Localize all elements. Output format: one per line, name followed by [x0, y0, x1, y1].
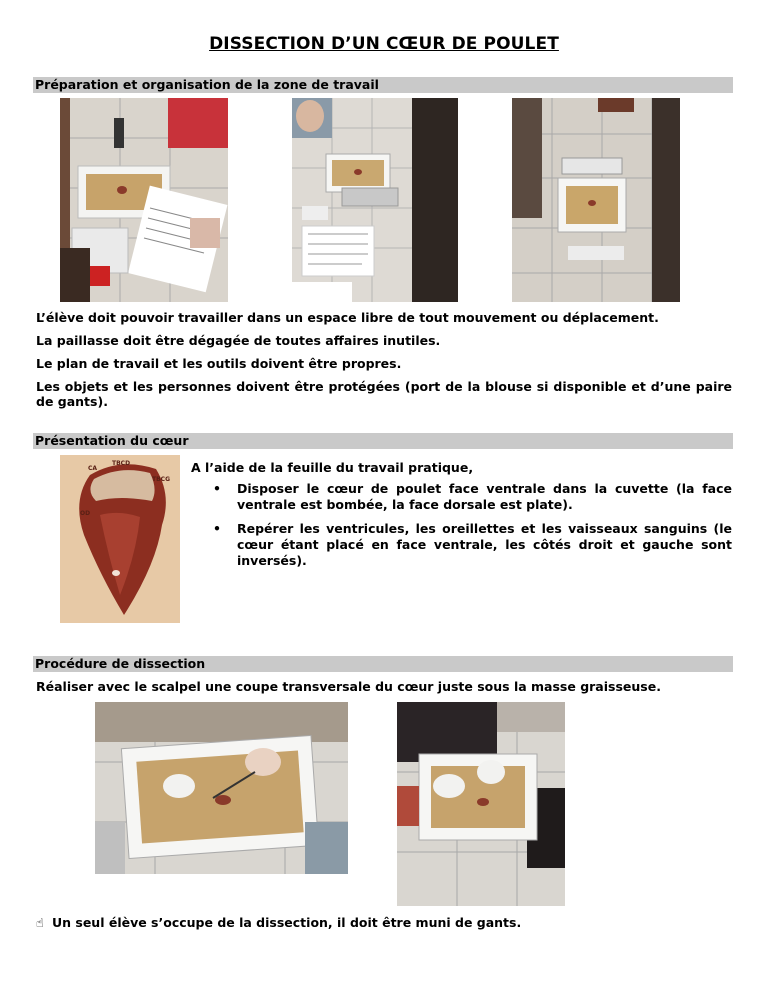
photo-chicken-heart	[60, 455, 180, 623]
heart-label-ca: CA	[88, 465, 98, 472]
hand-pointer-icon: ☝	[36, 915, 44, 930]
presentation-intro: A l’aide de la feuille du travail pratique,	[191, 460, 474, 475]
photo-dissection-2	[397, 702, 565, 906]
section-heading-procedure: Procédure de dissection	[33, 656, 733, 672]
section-heading-preparation: Préparation et organisation de la zone de travail	[33, 77, 733, 93]
document-title: DISSECTION D’UN CŒUR DE POULET	[209, 34, 559, 54]
photo-workspace-1	[60, 98, 228, 302]
preparation-paragraph-1: L’élève doit pouvoir travailler dans un espace libre de tout mouvement ou déplacement.	[36, 310, 659, 325]
preparation-paragraph-4: Les objets et les personnes doivent être protégées (port de la blouse si disponible et d’une paire de gants).	[36, 379, 732, 409]
preparation-paragraph-2: La paillasse doit être dégagée de toutes affaires inutiles.	[36, 333, 441, 348]
warning-text: Un seul élève s’occupe de la dissection, il doit être muni de gants.	[51, 915, 522, 930]
heart-label-tbcd: TBCD	[112, 460, 131, 467]
photo-workspace-2	[292, 98, 458, 302]
photo-dissection-1	[95, 702, 348, 874]
preparation-paragraph-3: Le plan de travail et les outils doivent être propres.	[36, 356, 402, 371]
bullet-icon: •	[213, 521, 221, 536]
bullet-icon: •	[213, 481, 221, 496]
list-item	[213, 481, 732, 513]
warning-note	[36, 915, 521, 930]
list-item	[213, 521, 732, 569]
presentation-bullet-list	[213, 481, 732, 577]
heart-label-tbcg: TBCG	[152, 476, 170, 483]
procedure-instruction: Réaliser avec le scalpel une coupe transversale du cœur juste sous la masse graisseuse.	[36, 679, 661, 694]
list-item-text: Disposer le cœur de poulet face ventrale dans la cuvette (la face ventrale est bombée, la face dorsale est plate).	[237, 481, 732, 512]
list-item-text: Repérer les ventricules, les oreillettes et les vaisseaux sanguins (le cœur étant placé en face ventrale, les côtés droit et gauche sont inversés).	[237, 521, 732, 568]
heart-label-od: OD	[80, 510, 91, 517]
photo-workspace-3	[512, 98, 680, 302]
section-heading-presentation: Présentation du cœur	[33, 433, 733, 449]
